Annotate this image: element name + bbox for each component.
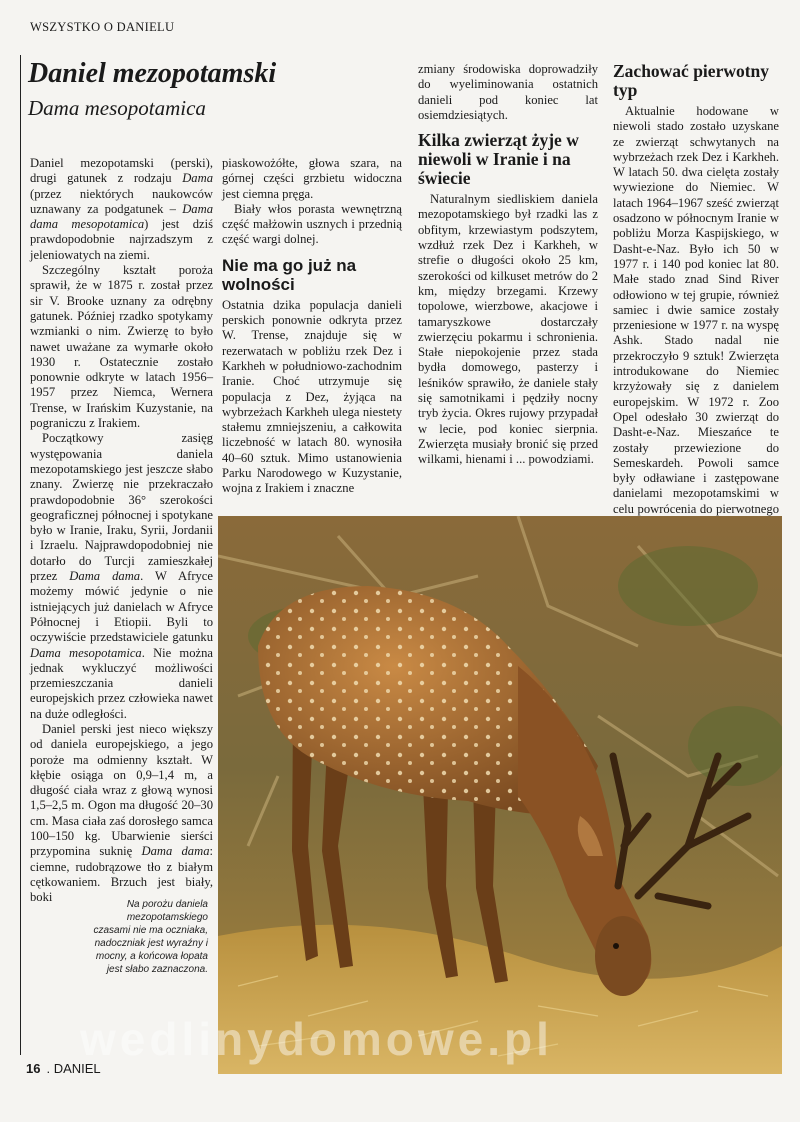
page-footer xyxy=(26,1061,101,1076)
paragraph: Biały włos porasta wewnętrzną część małżowin usznych i przednią część wargi dolnej. xyxy=(222,201,402,247)
text-run: Daniel perski jest nieco większy od daniela europejskiego, a jego poroże ma odmienny kształt. W kłębie osiąga on 0,9–1,4 m, a długość ciała wraz z głową wynosi 1,5–2,5 m. Ogon ma długość 20–30 cm. Masa ciała zaś dorosłego samca 100–150 kg. Ubarwienie sierści przypomina suknię xyxy=(30,721,213,859)
section-heading: Kilka zwierząt żyje w niewoli w Iranie i na świecie xyxy=(418,130,579,189)
text-run: Początkowy zasięg występowania daniela mezopotamskiego jest jeszcze słabo znany. Zwierzę nie przekraczało prawdopodobnie 36° szerokości geograficznej północnej i spotykane było w Iranie, Iraku, Syrii, Jordanii i Izraelu. Najprawdopodobniej nie dotarło do Turcji zamieszkałej przez xyxy=(30,431,213,584)
text-run: . W Afryce możemy mówić jedynie o nie istniejących już danielach w Afryce Północnej i Etiopii. Byli to oczywiście przedstawiciele gatunku xyxy=(30,569,213,645)
paragraph: zmiany środowiska doprowadziły do wyeliminowania ostatnich danieli pod koniec lat osiemdziesiątych. xyxy=(418,62,598,122)
watermark: wedlinydomowe.pl xyxy=(80,1013,553,1065)
text-column-1 xyxy=(30,156,213,906)
photo-caption: Na porożu daniela mezopotamskiego czasami nie ma oczniaka, nadoczniak jest wyraźny i mocny, a końcowa łopata jest słabo zaznaczona. xyxy=(93,899,208,975)
footer-section: . DANIEL xyxy=(46,1061,101,1076)
page-number: 16 xyxy=(26,1061,41,1076)
running-header: WSZYSTKO O DANIELU xyxy=(30,20,175,34)
paragraph: Szczególny kształt poroża sprawił, że w 1875 r. został przez sir V. Brooke uznany za odrębny gatunek. Później rzadko spotykamy wzmianki o nim. Zwierzę to było nawet uważane za wymarłe około 1930 r. Ostatecznie zostało ponownie odkryte w latach 1956–1957 przez Niemca, Wernera Trense, w Irańskim Kuzystanie, na pograniczu z Irakiem. xyxy=(30,263,213,431)
paragraph: Naturalnym siedliskiem daniela mezopotamskiego był rzadki las z obfitym, krzewiastym podszytem, wzdłuż rzek Dez i Karkheh, w strefie o długości około 25 km, szerokości od kilkuset metrów do 2 km, między brzegami. Krzewy topolowe, wierzbowe, akacjowe i tamaryszkowe dostarczały zwierzęciu pokarmu i schronienia. Stałe niepokojenie przez stada bydła domowego, pasterzy i leśników sprawiło, że daniele stały się samotnikami i pędziły nocny tryb życia. Okres rujowy przypadał w lecie, pod koniec sierpnia. Zwierzęta musiały bronić się przed wilkami, hienami i ... powodziami. xyxy=(418,192,598,467)
latin-name: Dama mesopotamica xyxy=(30,645,142,660)
article-subtitle: Dama mesopotamica xyxy=(28,96,206,120)
text-run: ) jest dziś prawdopodobnie najrzadszym z jeleniowatych na ziemi. xyxy=(30,217,213,262)
section-heading: Zachować pierwotny typ xyxy=(613,61,770,100)
latin-name: Dama xyxy=(182,171,213,186)
latin-name: Dama dama xyxy=(141,844,210,859)
text-run: . Nie można jednak wykluczyć możliwości przemieszczania danieli europejskich przez człowieka nawet na duże odległości. xyxy=(30,645,214,721)
paragraph xyxy=(30,431,213,722)
text-run: Daniel mezopotamski (perski), drugi gatunek z rodzaju xyxy=(30,156,213,186)
paragraph xyxy=(30,156,213,263)
text-column-4 xyxy=(613,62,779,532)
text-run: : ciemne, rudobrązowe tło z białym cętkowaniem. Brzuch jest biały, boki xyxy=(30,844,213,905)
text-column-3 xyxy=(418,62,598,468)
latin-name: Dama dama xyxy=(69,569,141,584)
section-heading: Nie ma go już na wolności xyxy=(222,255,357,294)
latin-name: Dama dama mesopotamica xyxy=(30,201,213,232)
text-column-2 xyxy=(222,156,402,497)
paragraph: Aktualnie hodowane w niewoli stado zostało uzyskane ze zwierząt schwytanych na wybrzeżach rzek Dez i Karkheh. W latach 50. dwa cielęta zostały wywiezione do Niemiec. W latach 1964–1967 sześć zwierząt osadzono w północnym Iranie w pobliżu Morza Kaspijskiego, w Dasht-e-Naz. Było ich 50 w 1977 r. i 140 pod koniec lat 80. Małe stado znad Sind River odłowiono w tej grupie, również samiec i dwie samice zostały przeniesione w 1977 r. na wyspę Ashk. Stado nadal nie przekroczyło 9 sztuk! Zwierzęta introdukowane do Niemiec krzyżowały się z danielem europejskim. W 1972 r. Zoo Opel odesłało 30 zwierząt do Dasht-e-Naz. Mieszańce te zostały przewiezione do Semeskardeh. Powoli samce były odławiane i zastępowane danielami mezopotamskimi w celu powrócenia do pierwotnego xyxy=(613,104,779,516)
paragraph: Ostatnia dzika populacja danieli perskich ponownie odkryta przez W. Trense, znajduje się w rezerwatach w pobliżu rzek Dez i Karkheh w południowo-zachodnim Iranie. Choć utrzymuje się populacja z Dez, żyjąca na wybrzeżach Karkheh ulega niestety stałemu zmniejszeniu, a całkowita liczebność w latach 80. wynosiła 40–60 sztuk. Mimo ustanowienia Parku Narodowego w Kuzystanie, wojna z Irakiem i znaczne xyxy=(222,297,402,496)
paragraph xyxy=(30,722,213,906)
vertical-rule xyxy=(20,55,21,1055)
deer-illustration xyxy=(218,516,782,1074)
article-title: Daniel mezopotamski xyxy=(28,58,277,89)
text-run: (przez niektórych naukowców uznawany za podgatunek – xyxy=(30,186,213,216)
paragraph: piaskowożółte, głowa szara, na górnej części grzbietu widoczna jest ciemna pręga. xyxy=(222,156,402,201)
deer-photo xyxy=(218,516,782,1074)
